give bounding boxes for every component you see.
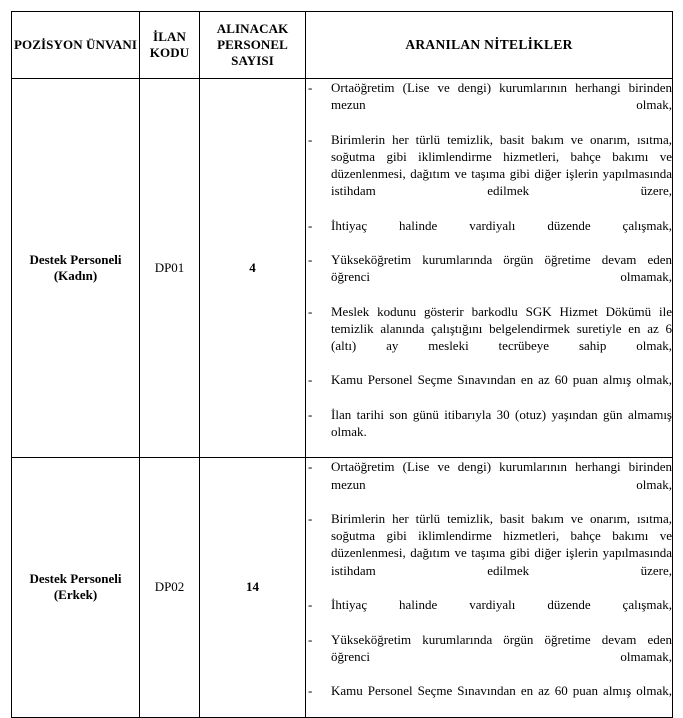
column-header-position-title: POZİSYON ÜNVANI xyxy=(12,12,140,79)
bullet-dash-icon: - xyxy=(308,303,313,319)
column-header-announcement-code: İLAN KODU xyxy=(140,12,200,79)
qualification-text: Kamu Personel Seçme Sınavından en az 60 puan almış olmak, xyxy=(331,372,672,388)
table-row xyxy=(12,458,673,717)
qualification-text: İlan tarihi son günü itibarıyla 30 (otuz) yaşından gün almamış olmak. xyxy=(331,406,672,440)
column-header-required-qualifications: ARANILAN NİTELİKLER xyxy=(306,12,673,79)
qualification-text: Birimlerin her türlü temizlik, basit bakım ve onarım, ısıtma, soğutma gibi iklimlendirme hizmetleri, bahçe bakımı ve düzenlenmesi, dağıtım ve taşıma gibi diğer işlerin yapılmasında istihdam edilmek üzere, xyxy=(331,511,672,578)
list-item xyxy=(306,251,672,303)
qualification-text: Ortaöğretim (Lise ve dengi) kurumlarının herhangi birinden mezun olmak, xyxy=(331,80,672,113)
list-item xyxy=(306,371,672,405)
bullet-dash-icon: - xyxy=(308,683,313,699)
cell-announcement-code: DP02 xyxy=(140,458,200,717)
bullet-dash-icon: - xyxy=(308,217,313,233)
cell-position-title: Destek Personeli (Kadın) xyxy=(12,79,140,458)
bullet-dash-icon: - xyxy=(308,80,313,95)
bullet-dash-icon: - xyxy=(308,406,313,422)
qualification-text: İhtiyaç halinde vardiyalı düzende çalışmak, xyxy=(331,597,672,613)
bullet-dash-icon: - xyxy=(308,131,313,147)
list-item xyxy=(306,458,672,510)
list-item xyxy=(306,217,672,251)
qualification-text: Birimlerin her türlü temizlik, basit bakım ve onarım, ısıtma, soğutma gibi iklimlendirme hizmetleri, bahçe bakımı ve düzenlenmesi, dağıtım ve taşıma gibi diğer işlerin yapılmasında istihdam edilmek üzere, xyxy=(331,131,672,199)
bullet-dash-icon: - xyxy=(308,252,313,268)
qualification-text: Meslek kodunu gösterir barkodlu SGK Hizmet Dökümü ile temizlik alanında çalıştığını belgelendirmek suretiyle en az 6 (altı) ay mesleki tecrübeye sahip olmak, xyxy=(331,303,672,354)
bullet-dash-icon: - xyxy=(308,372,313,388)
list-item xyxy=(306,303,672,372)
list-item xyxy=(306,79,672,131)
list-item xyxy=(306,596,672,630)
qualification-text: Yükseköğretim kurumlarında örgün öğretime devam eden öğrenci olmamak, xyxy=(331,252,672,285)
cell-required-qualifications xyxy=(306,79,673,458)
cell-position-title: Destek Personeli (Erkek) xyxy=(12,458,140,717)
qualifications-table xyxy=(11,11,673,718)
bullet-dash-icon: - xyxy=(308,511,313,527)
qualification-text: Kamu Personel Seçme Sınavından en az 60 puan almış olmak, xyxy=(331,683,672,699)
qualification-text: Yükseköğretim kurumlarında örgün öğretime devam eden öğrenci olmamak, xyxy=(331,631,672,664)
cell-required-qualifications xyxy=(306,458,673,717)
qualification-list xyxy=(306,79,672,457)
table-header xyxy=(12,12,673,79)
bullet-dash-icon: - xyxy=(308,459,313,475)
bullet-dash-icon: - xyxy=(308,597,313,613)
cell-announcement-code: DP01 xyxy=(140,79,200,458)
qualification-text: İhtiyaç halinde vardiyalı düzende çalışmak, xyxy=(331,217,672,233)
list-item xyxy=(306,131,672,217)
header-row xyxy=(12,12,673,79)
column-header-personnel-count: ALINACAK PERSONEL SAYISI xyxy=(200,12,306,79)
list-item xyxy=(306,682,672,716)
list-item xyxy=(306,510,672,596)
list-item xyxy=(306,631,672,683)
table-row xyxy=(12,79,673,458)
cell-personnel-count: 14 xyxy=(200,458,306,717)
list-item xyxy=(306,406,672,458)
qualification-list xyxy=(306,458,672,716)
cell-personnel-count: 4 xyxy=(200,79,306,458)
table-clip-region xyxy=(11,11,673,699)
qualification-text: Ortaöğretim (Lise ve dengi) kurumlarının herhangi birinden mezun olmak, xyxy=(331,459,672,492)
bullet-dash-icon: - xyxy=(308,631,313,647)
table-body xyxy=(12,79,673,718)
